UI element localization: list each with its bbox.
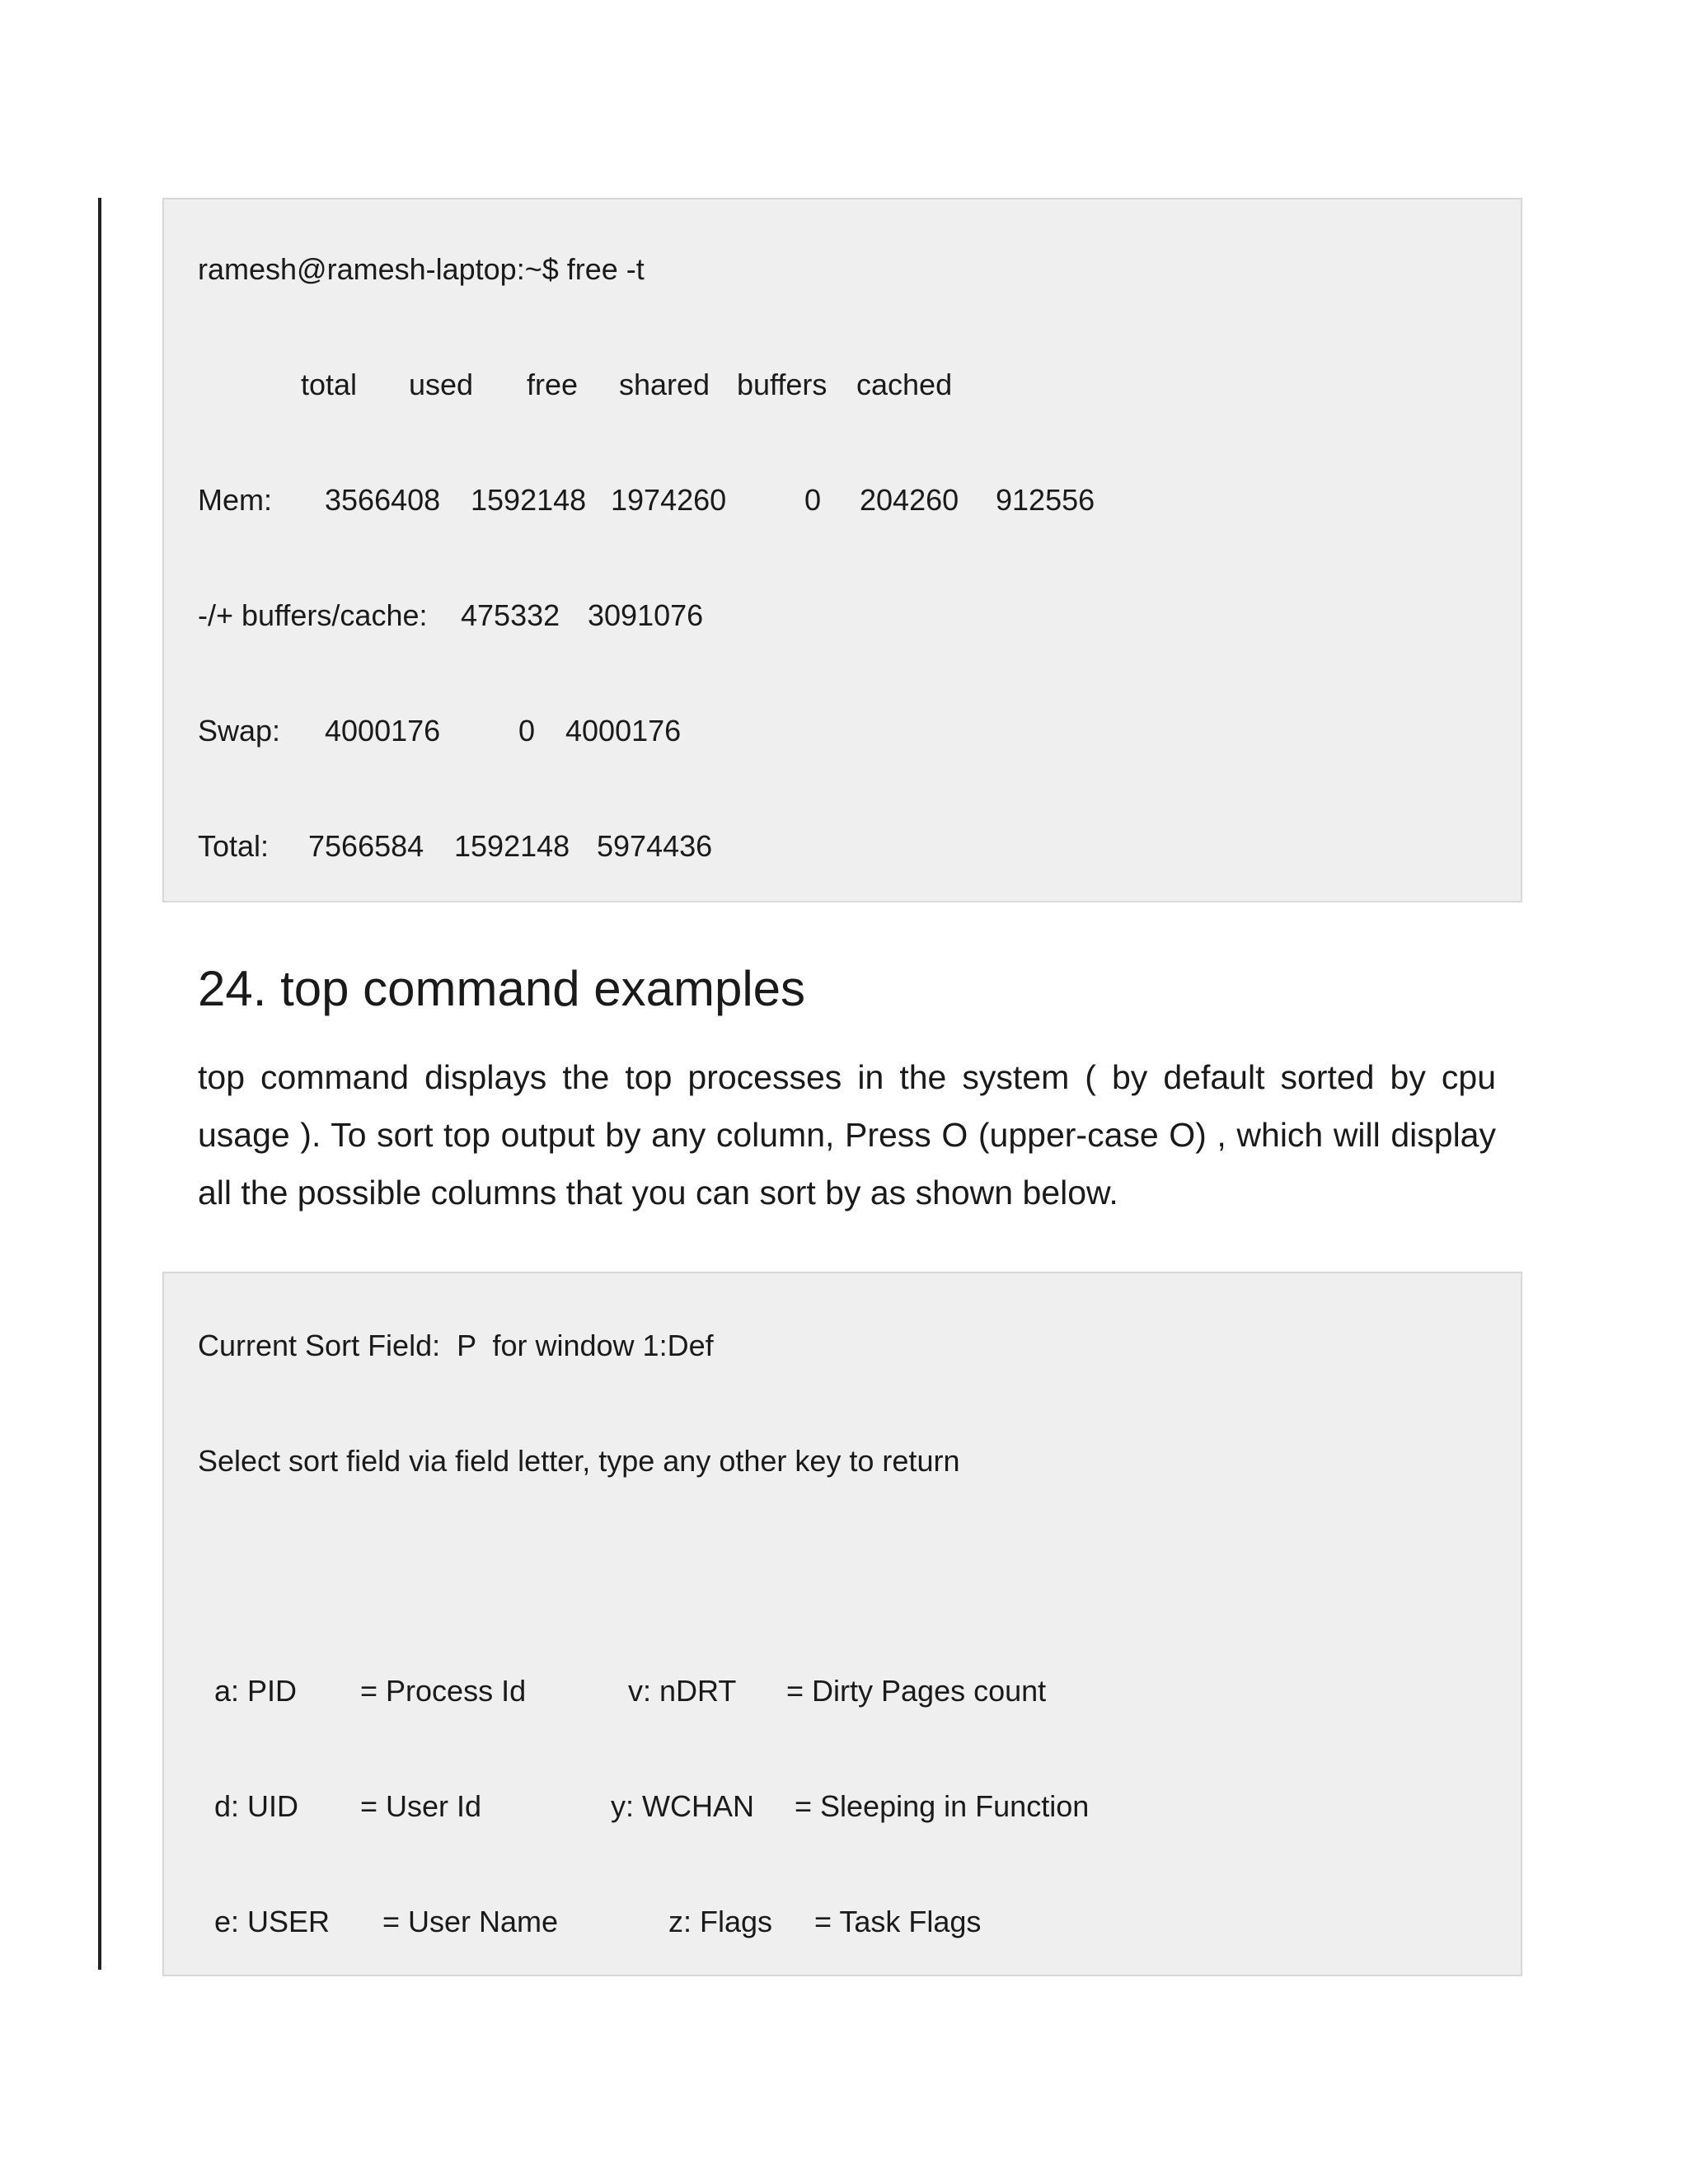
buffers-cache-label: -/+ buffers/cache:	[198, 598, 428, 632]
free-total-row	[164, 826, 713, 867]
buffers-cache-free: 3091076	[588, 598, 704, 632]
field-key: v: nDRT	[628, 1674, 737, 1708]
mem-buffers: 204260	[860, 483, 959, 517]
free-prompt: ramesh@ramesh-laptop:~$ free -t	[198, 252, 645, 286]
field-key: e: USER	[214, 1905, 331, 1938]
mem-free: 1974260	[611, 483, 727, 517]
header-used: used	[409, 368, 474, 401]
field-key: a: PID	[214, 1674, 298, 1708]
field-desc: = User Id	[360, 1789, 482, 1823]
field-desc: = Task Flags	[814, 1905, 982, 1938]
mem-total: 3566408	[325, 483, 441, 517]
header-buffers: buffers	[737, 368, 828, 401]
section-heading: 24. top command examples	[198, 961, 806, 1016]
swap-used: 0	[518, 714, 536, 748]
select-sort-instruction: Select sort field via field letter, type any other key to return	[198, 1444, 960, 1478]
field-desc: = Dirty Pages count	[786, 1674, 1047, 1708]
mem-label: Mem:	[198, 483, 272, 517]
field-key: y: WCHAN	[611, 1789, 754, 1823]
free-prompt-line	[164, 249, 645, 290]
section-paragraph: top command displays the top processes in the system ( by default sorted by cpu usage ). To sort top output by any column, Press O (upper-case O) , which will display all the possible columns that you can sort by as shown below.	[198, 1058, 1496, 1212]
buffers-cache-used: 475332	[461, 598, 560, 632]
free-mem-row	[164, 480, 1095, 521]
mem-used: 1592148	[471, 483, 587, 517]
free-buffers-cache-row	[164, 595, 704, 636]
header-cached: cached	[856, 368, 953, 401]
swap-total: 4000176	[325, 714, 441, 748]
field-key: d: UID	[214, 1789, 299, 1823]
select-sort-line	[164, 1441, 960, 1482]
total-free: 5974436	[597, 829, 713, 863]
left-margin-rule	[98, 198, 101, 1970]
mem-shared: 0	[804, 483, 822, 517]
swap-label: Swap:	[198, 714, 281, 748]
free-swap-row	[164, 710, 682, 752]
header-total: total	[301, 368, 358, 401]
header-shared: shared	[619, 368, 710, 401]
field-row	[164, 1901, 982, 1943]
total-total: 7566584	[308, 829, 424, 863]
field-row	[164, 1786, 1090, 1827]
free-output-block	[162, 198, 1522, 902]
field-desc: = User Name	[382, 1905, 559, 1938]
field-key: z: Flags	[668, 1905, 773, 1938]
header-free: free	[527, 368, 579, 401]
field-desc: = Process Id	[360, 1674, 527, 1708]
current-sort-field: Current Sort Field: P for window 1:Def	[198, 1329, 714, 1362]
top-sort-block	[162, 1272, 1522, 1976]
mem-cached: 912556	[996, 483, 1095, 517]
total-used: 1592148	[454, 829, 570, 863]
total-label: Total:	[198, 829, 270, 863]
sort-field-line	[164, 1325, 714, 1366]
field-desc: = Sleeping in Function	[795, 1789, 1090, 1823]
free-header-row	[164, 364, 953, 405]
swap-free: 4000176	[565, 714, 682, 748]
field-row	[164, 1671, 1047, 1712]
